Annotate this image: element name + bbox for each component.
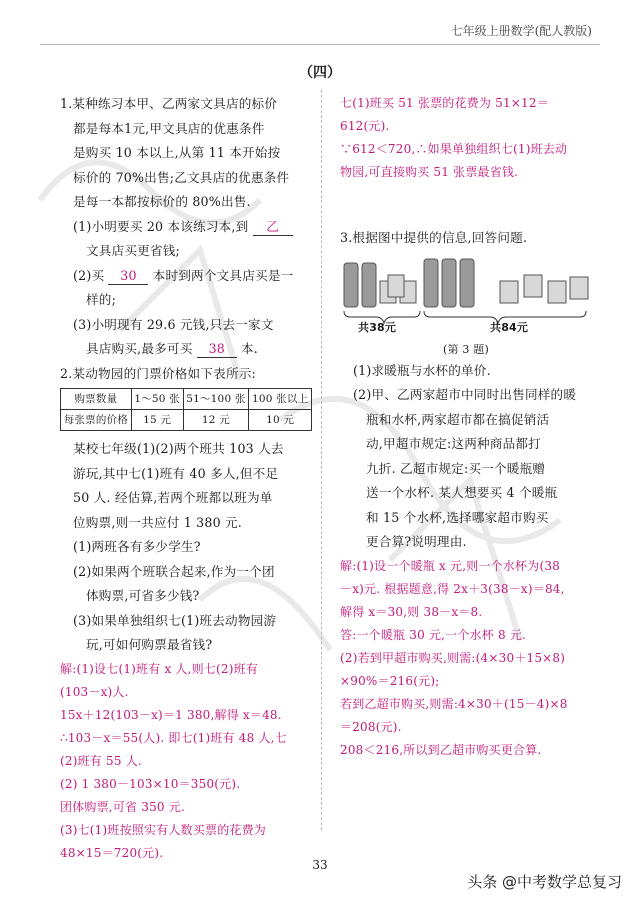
fig-label-left: 共38元 bbox=[358, 320, 397, 334]
solution-line: (3)七(1)班按照实有人数买票的花费为 bbox=[60, 822, 266, 837]
q1-part3: (3)小明现有 29.6 元钱,只去一家文 bbox=[73, 316, 274, 332]
q1-part2-answer-text: 30 bbox=[120, 267, 137, 283]
q3-stem: 3.根据图中提供的信息,回答问题. bbox=[340, 230, 528, 245]
q3-sub2-line: 更合算?说明理由. bbox=[366, 534, 467, 549]
column-divider bbox=[321, 90, 322, 830]
solution-line: 若到乙超市购买,则需:4×30＋(15－4)×8 bbox=[340, 696, 568, 711]
table-cell: 15 元 bbox=[131, 410, 183, 431]
q1-part3-answer bbox=[197, 341, 237, 358]
table-cell: 1～50 张 bbox=[131, 389, 183, 410]
section-title: （四） bbox=[299, 65, 341, 81]
solution-line: (2)若到甲超市购买,则需:(4×30＋15×8) bbox=[340, 650, 566, 665]
header-rule bbox=[40, 44, 600, 45]
fig-label-right: 共84元 bbox=[490, 320, 529, 334]
q2-text-line: 50 人. 经估算,若两个班都以班为单 bbox=[73, 490, 273, 505]
figure-caption: (第 3 题) bbox=[443, 342, 489, 356]
solution-line: 答:一个暖瓶 30 元,一个水杯 8 元. bbox=[340, 627, 527, 642]
q3-solution bbox=[340, 555, 592, 762]
solution-line: 15x＋12(103－x)＝1 380,解得 x＝48. bbox=[60, 707, 282, 722]
solution-line: 团体购票,可省 350 元. bbox=[60, 799, 185, 814]
table-row bbox=[61, 389, 312, 410]
q1-part1-cont: 文具店买更省钱; bbox=[86, 243, 180, 258]
thermos-icon bbox=[460, 259, 474, 307]
table-cell: 10 元 bbox=[249, 410, 312, 431]
running-header: 七年级上册数学(配人教版) bbox=[450, 24, 592, 38]
q3-sub2-line: 九折. 乙超市规定:买一个暖瓶赠 bbox=[366, 460, 546, 476]
solution-line: 612(元). bbox=[340, 119, 390, 133]
cup-icon bbox=[570, 277, 588, 299]
q1-stem-line: 都是每本1元,甲文具店的优惠条件 bbox=[73, 120, 265, 136]
table-cell: 购票数量 bbox=[61, 389, 132, 410]
q1-part2-text-b: 本时到两个文具店买是一 bbox=[152, 267, 294, 283]
q1-part3-text: 具店购买,最多可买 bbox=[86, 341, 193, 356]
q2-text-line: 位购票,则一共应付 1 380 元. bbox=[73, 514, 243, 530]
q3-sub2-line: 送一个水杯. 某人想要买 4 个暖瓶 bbox=[366, 485, 558, 500]
q1-part1-text: (1)小明要买 20 本该练习本,到 bbox=[73, 218, 249, 234]
solution-line: ＝208(元). bbox=[340, 719, 402, 734]
q3-sub2-line: (2)甲、乙两家超市中同时出售同样的暖 bbox=[353, 387, 577, 402]
page-number: 33 bbox=[312, 858, 328, 872]
right-column bbox=[340, 92, 592, 762]
q2-sub3: (3)如果单独组织七(1)班去动物园游 bbox=[73, 612, 277, 628]
q2-stem: 2.某动物园的门票价格如下表所示: bbox=[60, 365, 256, 381]
solution-line: (2) 1 380－103×10＝350(元). bbox=[60, 776, 241, 791]
thermos-and-cups-illustration bbox=[340, 255, 592, 325]
q1-stem bbox=[60, 92, 312, 215]
q2-sub1: (1)两班各有多少学生? bbox=[73, 539, 201, 554]
q3-sub1: (1)求暖瓶与水杯的单价. bbox=[353, 362, 491, 378]
solution-line: 物园,可直接购买 51 张票最省钱. bbox=[340, 165, 519, 179]
solution-line: ∴103－x＝55(人). 即七(1)班有 48 人,七 bbox=[60, 730, 287, 745]
q2-solution-continued bbox=[340, 92, 592, 184]
cup-icon bbox=[388, 275, 404, 297]
table-cell: 100 张以上 bbox=[249, 389, 312, 410]
q1-stem-line: 是购买 10 本以上,从第 11 本开始按 bbox=[73, 145, 281, 160]
q1-part3-cont bbox=[60, 337, 312, 362]
source-watermark: 头条 @中考数学总复习 bbox=[467, 873, 622, 891]
q1-part1 bbox=[60, 215, 312, 240]
cup-icon bbox=[500, 281, 518, 303]
q3-sub2-line: 和 15 个水杯,选择哪家超市购买 bbox=[366, 509, 549, 525]
q2-sub2: (2)如果两个班联合起来,作为一个团 bbox=[73, 563, 275, 579]
q3-sub2-line: 瓶和水杯,两家超市都在搞促销活 bbox=[366, 411, 550, 427]
q1-stem-line: 是每一本都按标价的 80%出售. bbox=[73, 194, 251, 209]
thermos-icon bbox=[442, 259, 456, 307]
q2-sub3-cont: 玩,可如何购票最省钱? bbox=[86, 637, 213, 652]
q2-solution bbox=[60, 658, 312, 865]
solution-line: 解:(1)设七(1)班有 x 人,则七(2)班有 bbox=[60, 661, 259, 676]
solution-line: 七(1)班买 51 张票的花费为 51×12＝ bbox=[340, 96, 549, 110]
q2-text-line: 某校七年级(1)(2)两个班共 103 人去 bbox=[73, 441, 284, 456]
q3-figure bbox=[340, 255, 592, 341]
solution-line: (103－x)人. bbox=[60, 684, 129, 699]
q2-text-line: 游玩,其中七(1)班有 40 多人,但不足 bbox=[73, 465, 279, 481]
cup-icon bbox=[524, 275, 542, 297]
table-cell: 每张票的价格 bbox=[61, 410, 132, 431]
q1-part3-answer-text: 38 bbox=[208, 341, 225, 356]
thermos-icon bbox=[424, 259, 438, 307]
table-cell: 51～100 张 bbox=[183, 389, 249, 410]
q1-stem-line: 标价的 70%出售;乙文具店的优惠条件 bbox=[73, 169, 290, 185]
q1-part1-answer bbox=[253, 219, 293, 236]
q1-part2 bbox=[60, 264, 312, 289]
ticket-price-table bbox=[60, 388, 312, 431]
q1-part3-text-c: 本. bbox=[241, 341, 258, 356]
q1-part2-text: (2)买 bbox=[73, 267, 105, 283]
thermos-icon bbox=[344, 263, 358, 307]
q1-part2-answer bbox=[108, 268, 148, 285]
q2-sub2-cont: 体购票,可省多少钱? bbox=[86, 588, 200, 603]
q3-sub2-line: 动,甲超市规定:这两种商品都打 bbox=[366, 436, 541, 451]
q1-stem-line: 1.某种练习本甲、乙两家文具店的标价 bbox=[60, 96, 278, 111]
solution-line: 208＜216,所以到乙超市购买更合算. bbox=[340, 742, 542, 757]
left-column bbox=[60, 92, 312, 865]
q1-part2-cont: 样的; bbox=[86, 292, 117, 307]
solution-line: 48×15＝720(元). bbox=[60, 845, 164, 860]
solution-line: －x)元. 根据题意,得 2x＋3(38－x)＝84, bbox=[340, 581, 565, 596]
solution-line: 解得 x＝30,则 38－x＝8. bbox=[340, 604, 483, 619]
cup-icon bbox=[548, 281, 566, 303]
table-cell: 12 元 bbox=[183, 410, 249, 431]
q1-part1-answer-text: 乙 bbox=[266, 218, 280, 234]
solution-line: (2)班有 55 人. bbox=[60, 753, 142, 768]
solution-line: 解:(1)设一个暖瓶 x 元,则一个水杯为(38 bbox=[340, 558, 561, 573]
table-row bbox=[61, 410, 312, 431]
thermos-icon bbox=[362, 263, 376, 307]
solution-line: ∵612＜720,∴如果单独组织七(1)班去动 bbox=[340, 142, 568, 156]
solution-line: ×90%＝216(元); bbox=[340, 673, 440, 688]
